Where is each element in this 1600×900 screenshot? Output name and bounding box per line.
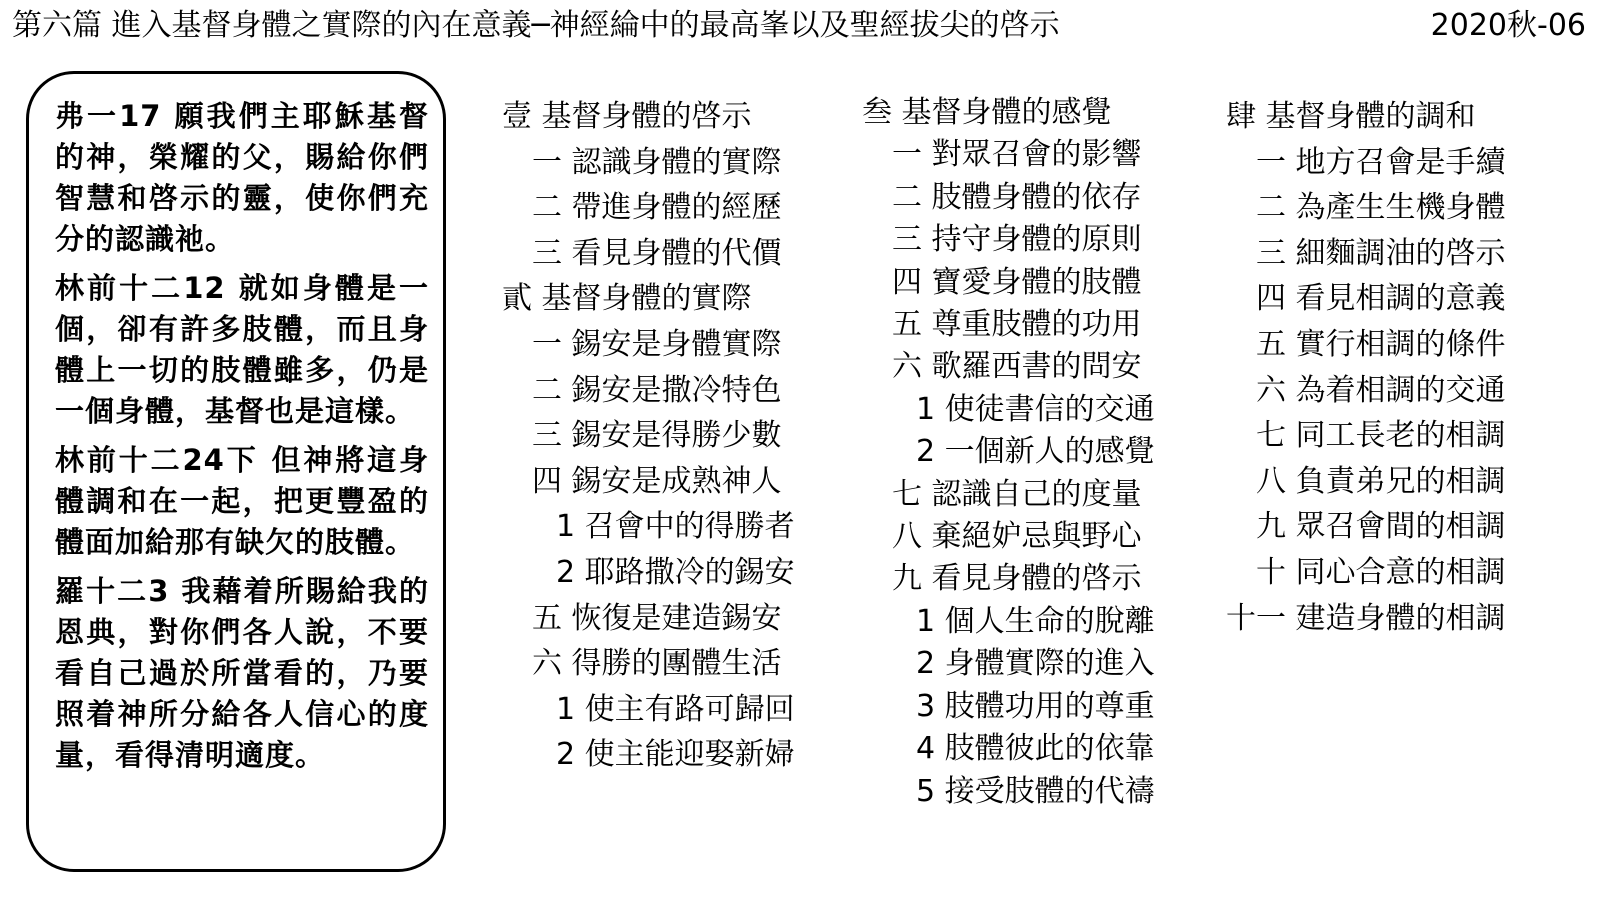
outline-item: 七 認識自己的度量 [892,476,1142,512]
outline-item: 2 耶路撒冷的錫安 [556,554,795,590]
outline-item: 六 歌羅西書的問安 [892,349,1142,385]
lesson-code: 2020秋-06 [1430,8,1586,43]
outline-item: 貳 基督身體的實際 [502,281,752,317]
outline-item: 五 尊重肢體的功用 [892,307,1142,343]
outline-item: 三 持守身體的原則 [892,222,1142,258]
outline-item: 2 使主能迎娶新婦 [556,737,795,773]
outline-item: 十 同心合意的相調 [1256,554,1506,590]
outline-item: 壹 基督身體的啓示 [502,99,752,134]
outline-item: 三 細麵調油的啓示 [1256,235,1506,271]
outline-item: 一 認識身體的實際 [532,144,782,180]
outline-column-3 [1226,94,1506,641]
outline-item: 八 負責弟兄的相調 [1256,463,1506,499]
outline-item: 二 帶進身體的經歷 [532,190,782,226]
page-title: 第六篇 進入基督身體之實際的內在意義─神經綸中的最高峯以及聖經拔尖的啓示 [12,8,1060,43]
verse-text: 林前十二12 就如身體是一個，卻有許多肢體，而且身體上一切的肢體雖多，仍是一個身體，基督也是這樣。 [55,271,429,428]
outline-item: 四 錫安是成熟神人 [532,463,782,499]
outline-item: 1 使徒書信的交通 [916,391,1155,427]
outline-item: 五 恢復是建造錫安 [532,600,782,636]
outline-column-2 [862,92,1155,813]
outline-item: 五 實行相調的條件 [1256,326,1506,362]
verse-box [26,71,446,872]
outline-item: 1 使主有路可歸回 [556,691,795,727]
outline-item: 三 錫安是得勝少數 [532,418,782,454]
outline-item: 四 寶愛身體的肢體 [892,264,1142,300]
outline-item: 一 錫安是身體實際 [532,326,782,362]
outline-item: 九 看見身體的啓示 [892,561,1142,597]
outline-item: 二 錫安是撒冷特色 [532,372,782,408]
outline-item: 一 對眾召會的影響 [892,137,1142,173]
outline-item: 二 為產生生機身體 [1256,190,1506,226]
outline-item: 4 肢體彼此的依靠 [916,731,1155,767]
outline-item: 2 一個新人的感覺 [916,434,1155,470]
verse-text: 弗一17 願我們主耶穌基督的神，榮耀的父，賜給你們智慧和啓示的靈，使你們充分的認識祂。 [55,99,429,256]
outline-item: 5 接受肢體的代禱 [916,773,1155,809]
outline-item: 六 為着相調的交通 [1256,372,1506,408]
outline-item: 三 看見身體的代價 [532,235,782,271]
verse-text: 羅十二3 我藉着所賜給我的恩典，對你們各人說，不要看自己過於所當看的，乃要照着神所分給各人信心的度量，看得清明適度。 [55,574,429,772]
outline-item: 七 同工長老的相調 [1256,418,1506,454]
outline-column-1 [502,94,795,778]
outline-item: 1 召會中的得勝者 [556,509,795,545]
outline-item: 2 身體實際的進入 [916,646,1155,682]
outline-item: 十一 建造身體的相調 [1226,600,1506,636]
verse-text: 林前十二24下 但神將這身體調和在一起，把更豐盈的體面加給那有缺欠的肢體。 [55,443,429,559]
outline-item: 四 看見相調的意義 [1256,281,1506,317]
outline-item: 叁 基督身體的感覺 [862,95,1112,130]
outline-item: 二 肢體身體的依存 [892,179,1142,215]
outline-item: 一 地方召會是手續 [1256,144,1506,180]
outline-item: 1 個人生命的脫離 [916,603,1155,639]
outline-item: 八 棄絕妒忌與野心 [892,519,1142,555]
outline-item: 九 眾召會間的相調 [1256,509,1506,545]
outline-item: 六 得勝的團體生活 [532,646,782,682]
outline-item: 肆 基督身體的調和 [1226,99,1476,134]
outline-item: 3 肢體功用的尊重 [916,688,1155,724]
